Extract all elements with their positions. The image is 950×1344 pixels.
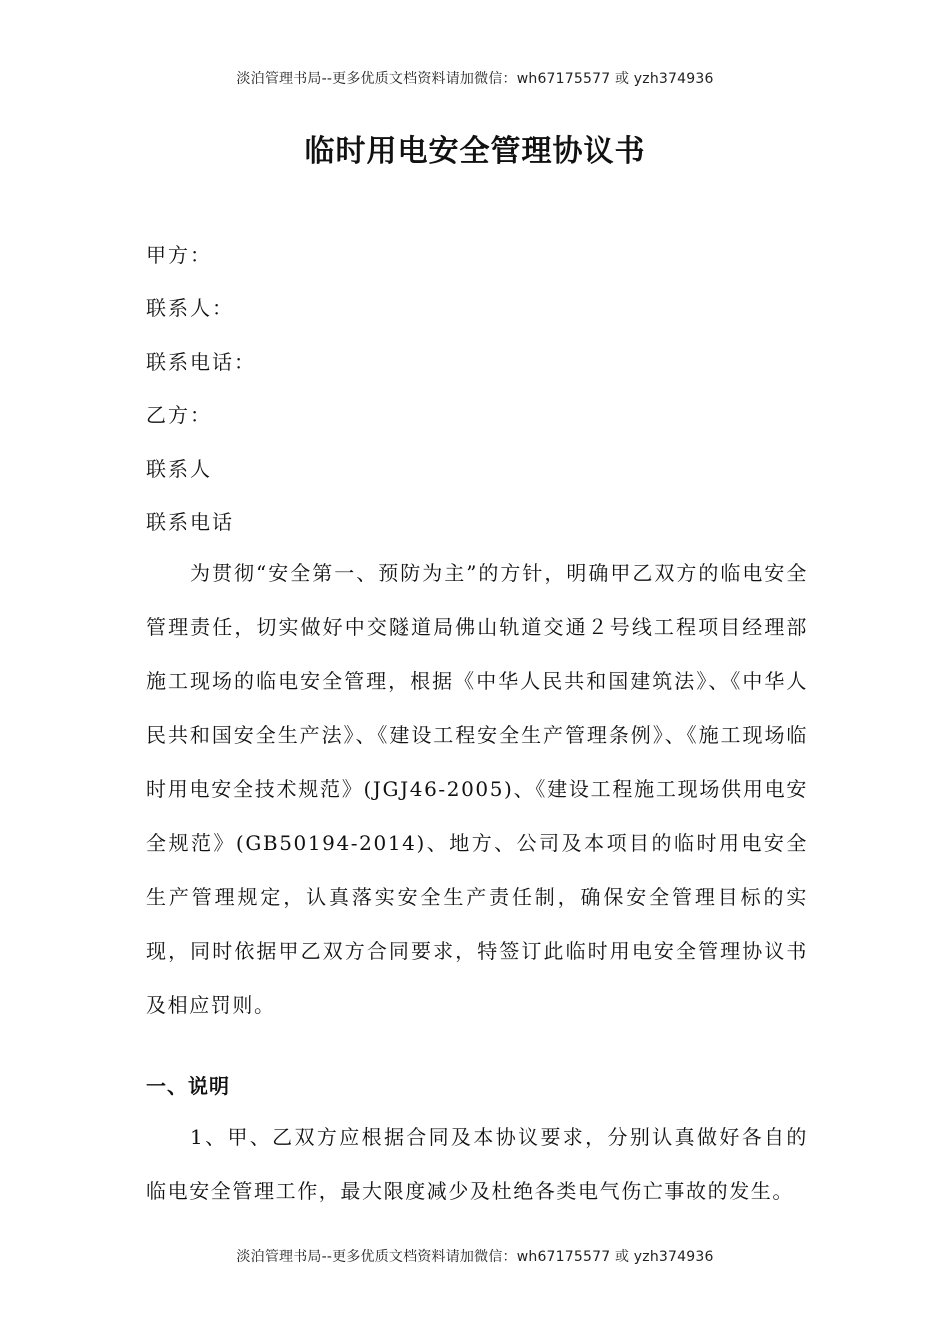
page-footer-watermark: 淡泊管理书局--更多优质文档资料请加微信：wh67175577 或 yzh374936: [236, 1249, 714, 1265]
page-header-watermark: 淡泊管理书局--更多优质文档资料请加微信：wh67175577 或 yzh374936: [236, 71, 714, 87]
intro-paragraph: 为贯彻“安全第一、预防为主”的方针，明确甲乙双方的临电安全管理责任，切实做好中交隧道局佛山轨道交通２号线工程项目经理部施工现场的临电安全管理，根据《中华人民共和国建筑法》、《中华人民共和国安全生产法》、《建设工程安全生产管理条例》、《施工现场临时用电安全技术规范》(JGJ46-2005)、《建设工程施工现场供用电安全规范》(GB50194-2014)、地方、公司及本项目的临时用电安全生产管理规定，认真落实安全生产责任制，确保安全管理目标的实现，同时依据甲乙双方合同要求，特签订此临时用电安全管理协议书及相应罚则。: [146, 561, 808, 1017]
document-title: 临时用电安全管理协议书: [304, 134, 646, 169]
party-a-label: 甲方：: [146, 243, 212, 267]
party-b-label: 乙方：: [146, 403, 212, 427]
party-a-phone-label: 联系电话：: [146, 350, 256, 374]
party-a-contact-label: 联系人：: [146, 296, 234, 320]
section-heading: 一、说明: [146, 1074, 230, 1098]
party-b-phone-label: 联系电话: [146, 510, 234, 534]
section-item: 1、甲、乙双方应根据合同及本协议要求，分别认真做好各自的临电安全管理工作，最大限度减少及杜绝各类电气伤亡事故的发生。: [146, 1125, 808, 1203]
party-b-contact-label: 联系人: [146, 457, 212, 481]
